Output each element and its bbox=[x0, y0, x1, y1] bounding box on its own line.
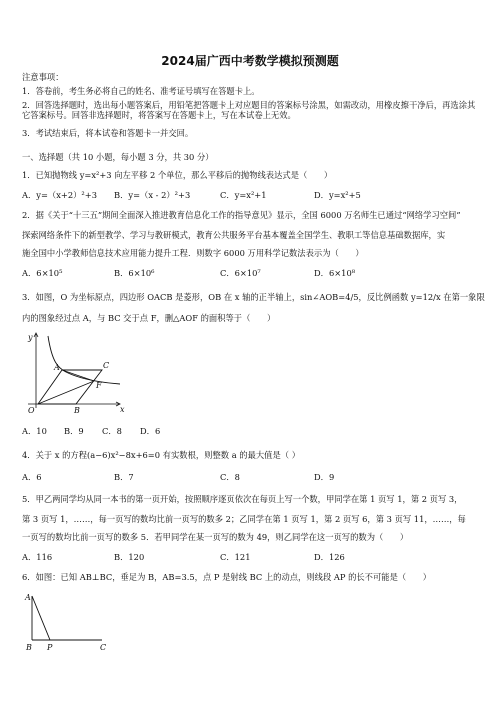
q5-line-1: 5．甲乙两同学均从同一本书的第一页开始，按照顺序逐页依次在每页上写一个数，甲同学在第 1 页写 1，第 2 页写 3， bbox=[22, 494, 463, 504]
q5-option-c[interactable]: C．121 bbox=[220, 552, 251, 562]
q1-option-b[interactable]: B．y=（x - 2）²+3 bbox=[114, 190, 191, 200]
q2-option-a[interactable]: A．6×10⁵ bbox=[22, 268, 63, 278]
label-y: y bbox=[28, 333, 33, 342]
label-f: F bbox=[96, 381, 102, 390]
label-c: C bbox=[103, 361, 110, 370]
q5-option-b[interactable]: B．120 bbox=[114, 552, 145, 562]
segment-ap bbox=[32, 596, 50, 640]
q6-stem: 6．如图：已知 AB⊥BC，垂足为 B，AB=3.5，点 P 是射线 BC 上的动点，则线段 AP 的长不可能是（ ） bbox=[22, 572, 432, 582]
q1-stem: 1．已知抛物线 y=x²+3 向左平移 2 个单位，那么平移后的抛物线表达式是（ ） bbox=[22, 170, 333, 180]
label-p: P bbox=[47, 643, 53, 652]
q2-option-d[interactable]: D．6×10⁸ bbox=[314, 268, 356, 278]
q4-option-c[interactable]: C．8 bbox=[220, 472, 240, 482]
rhombus-oacb bbox=[38, 370, 102, 404]
q1-option-a[interactable]: A．y=（x+2）²+3 bbox=[22, 190, 97, 200]
q4-option-b[interactable]: B．7 bbox=[114, 472, 134, 482]
q5-line-3: 一页写的数均比前一页写的数多 5．若甲同学在某一页写的数为 49，则乙同学在这一页写的数为（ ） bbox=[22, 532, 409, 542]
q6-figure bbox=[22, 588, 132, 654]
q2-line-3: 施全国中小学教师信息技术应用能力提升工程．则数字 6000 万用科学记数法表示为（ ） bbox=[22, 248, 364, 258]
notice-item-2: 2．回答选择题时，选出每小题答案后，用铅笔把答题卡上对应题目的答案标号涂黑，如需改动，用橡皮擦干净后，再选涂其它答案标号。回答非选择题时，将答案写在答题卡上，写在本试卷上无效。 bbox=[22, 100, 476, 121]
label-o: O bbox=[28, 406, 35, 414]
q2-line-1: 2．据《关于“十三五”期间全面深入推进教育信息化工作的指导意见》显示，全国 6000 万名师生已通过“网络学习空间” bbox=[22, 210, 461, 220]
page-title: 2024届广西中考数学模拟预测题 bbox=[161, 54, 339, 68]
q5-option-a[interactable]: A．116 bbox=[22, 552, 53, 562]
q4-option-d[interactable]: D．9 bbox=[314, 472, 335, 482]
notice-item-1: 1．答卷前，考生务必将自己的姓名、准考证号填写在答题卡上。 bbox=[22, 86, 260, 96]
label-a: A bbox=[25, 593, 31, 602]
label-b: B bbox=[26, 643, 32, 652]
q3-figure bbox=[24, 328, 128, 414]
section-heading: 一、选择题（共 10 小题，每小题 3 分，共 30 分） bbox=[22, 152, 214, 162]
label-c: C bbox=[100, 643, 107, 652]
hyperbola-curve bbox=[48, 336, 120, 384]
q1-option-d[interactable]: D．y=x²+5 bbox=[314, 190, 361, 200]
notice-heading: 注意事项： bbox=[22, 72, 64, 82]
q4-stem: 4．关于 x 的方程(a−6)x²−8x+6=0 有实数根，则整数 a 的最大值是（ ） bbox=[22, 450, 300, 460]
q4-option-a[interactable]: A．6 bbox=[22, 472, 42, 482]
q3-option-d[interactable]: D．6 bbox=[140, 426, 161, 436]
q3-line-2: 内的图象经过点 A，与 BC 交于点 F，删△AOF 的面积等于（ ） bbox=[22, 313, 276, 323]
q3-option-c[interactable]: C．8 bbox=[102, 426, 122, 436]
q2-line-2: 探索网络条件下的新型教学、学习与教研模式，教育公共服务平台基本覆盖全国学生、教职工等信息基础数据库，实 bbox=[22, 230, 446, 240]
q3-line-1: 3．如图，O 为坐标原点，四边形 OACB 是菱形，OB 在 x 轴的正半轴上，sin∠AOB=4/5，反比例函数 y=12/x 在第一象限 bbox=[22, 292, 485, 302]
q2-option-b[interactable]: B．6×10⁶ bbox=[114, 268, 155, 278]
label-a: A bbox=[54, 363, 60, 372]
q5-line-2: 第 3 页写 1，……，每一页写的数均比前一页写的数多 2；乙同学在第 1 页写 1，第 2 页写 6，第 3 页写 11，……，每 bbox=[22, 514, 466, 524]
q5-option-d[interactable]: D．126 bbox=[314, 552, 345, 562]
q2-option-c[interactable]: C．6×10⁷ bbox=[220, 268, 261, 278]
q3-option-a[interactable]: A．10 bbox=[22, 426, 47, 436]
label-b: B bbox=[74, 406, 80, 414]
notice-item-3: 3．考试结束后，将本试卷和答题卡一并交回。 bbox=[22, 128, 194, 138]
q3-option-b[interactable]: B．9 bbox=[64, 426, 84, 436]
q1-option-c[interactable]: C．y=x²+1 bbox=[220, 190, 267, 200]
label-x: x bbox=[120, 405, 125, 414]
